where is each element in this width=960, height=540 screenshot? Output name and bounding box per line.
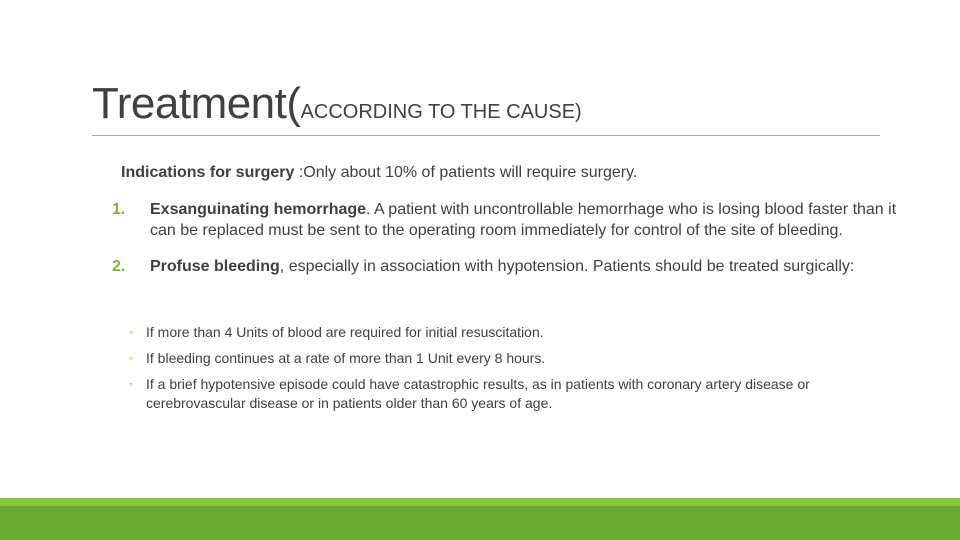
bullet-item xyxy=(127,375,887,413)
list-item-text: . A patient with uncontrollable hemorrhage who is losing blood faster than it can be replaced must be sent to the operating room immediately for control of the site of bleeding. xyxy=(150,201,897,239)
bullet-text: If more than 4 Units of blood are required for initial resuscitation. xyxy=(146,324,544,340)
title-divider xyxy=(92,135,880,136)
sub-bullet-list xyxy=(127,323,887,420)
title-main: Treatment( xyxy=(92,79,301,128)
bullet-text: If bleeding continues at a rate of more than 1 Unit every 8 hours. xyxy=(146,350,546,366)
list-number: 1. xyxy=(112,201,126,218)
list-item xyxy=(112,199,912,241)
intro-bold: Indications for surgery xyxy=(121,164,299,181)
bullet-item xyxy=(127,349,887,368)
list-item-bold: Profuse bleeding xyxy=(150,258,280,275)
list-item xyxy=(112,256,912,277)
list-item-bold: Exsanguinating hemorrhage xyxy=(150,201,367,218)
bullet-icon: ◦ xyxy=(129,351,134,365)
bullet-text: If a brief hypotensive episode could have catastrophic results, as in patients with coronary artery disease or cerebrovascular disease or in patients older than 60 years of age. xyxy=(146,376,810,411)
intro-line xyxy=(121,163,637,183)
title-subtitle: ACCORDING TO THE CAUSE) xyxy=(300,101,582,123)
list-item-text: , especially in association with hypotension. Patients should be treated surgically: xyxy=(279,258,855,275)
list-number: 2. xyxy=(112,258,126,275)
bullet-item xyxy=(127,323,887,342)
footer-band-dark xyxy=(0,506,960,540)
slide-title xyxy=(92,79,582,128)
numbered-list xyxy=(112,199,912,277)
bullet-icon: ◦ xyxy=(129,377,134,391)
intro-text: :Only about 10% of patients will require surgery. xyxy=(298,164,638,181)
footer-band-light xyxy=(0,498,960,506)
bullet-icon: ◦ xyxy=(129,325,134,339)
